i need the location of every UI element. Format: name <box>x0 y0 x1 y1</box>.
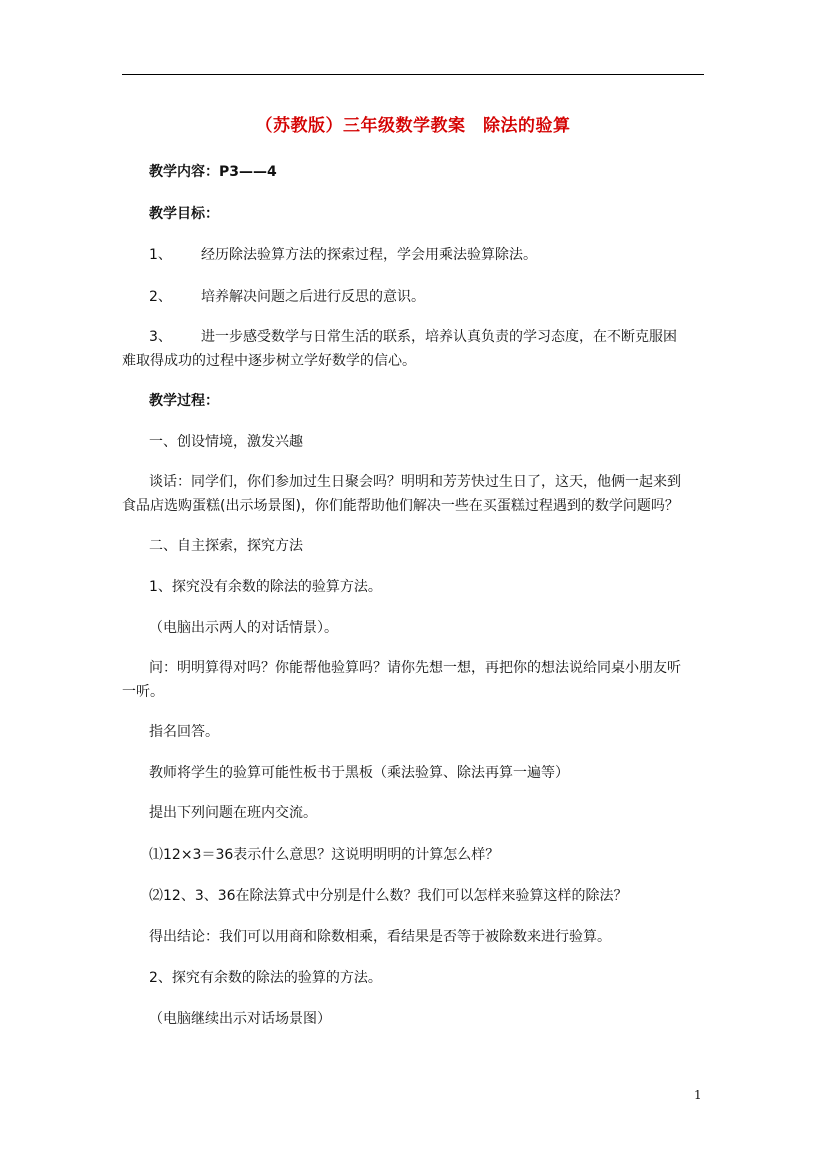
talk-paragraph-line2: 食品店选购蛋糕(出示场景图)，你们能帮助他们解决一些在买蛋糕过程遇到的数学问题吗？ <box>122 498 679 514</box>
content-heading: 教学内容：P3——4 <box>149 164 277 180</box>
goal-number: 3、 <box>149 329 172 345</box>
name-answer: 指名回答。 <box>149 724 219 740</box>
question-line1: 问：明明算得对吗？你能帮他验算吗？请你先想一想，再把你的想法说给同桌小朋友听 <box>149 660 681 676</box>
question-1: ⑴12×3＝36表示什么意思？这说明明明的计算怎么样？ <box>149 847 500 863</box>
process-heading: 教学过程： <box>149 393 219 409</box>
goals-heading: 教学目标： <box>149 206 219 222</box>
section1-heading: 一、创设情境，激发兴趣 <box>149 434 303 450</box>
question-2: ⑵12、3、36在除法算式中分别是什么数？我们可以怎样来验算这样的除法？ <box>149 888 628 904</box>
teacher-board: 教师将学生的验算可能性板书于黑板（乘法验算、除法再算一遍等） <box>149 765 569 781</box>
goal-text: 经历除法验算方法的探索过程，学会用乘法验算除法。 <box>201 247 537 263</box>
raise-questions: 提出下列问题在班内交流。 <box>149 805 317 821</box>
goal-number: 2、 <box>149 289 172 305</box>
header-rule <box>122 74 704 75</box>
section2-heading: 二、自主探索，探究方法 <box>149 538 303 554</box>
conclusion: 得出结论：我们可以用商和除数相乘，看结果是否等于被除数来进行验算。 <box>149 929 611 945</box>
goal-text: 进一步感受数学与日常生活的联系，培养认真负责的学习态度，在不断克服困 <box>201 329 677 345</box>
step1-text: 1、探究没有余数的除法的验算方法。 <box>149 579 382 595</box>
step2-note: （电脑继续出示对话场景图） <box>149 1011 331 1027</box>
page-number: 1 <box>694 1088 702 1102</box>
step2-text: 2、探究有余数的除法的验算的方法。 <box>149 970 382 986</box>
goal-text: 培养解决问题之后进行反思的意识。 <box>201 289 425 305</box>
question-line2: 一听。 <box>122 684 164 700</box>
step1-note: （电脑出示两人的对话情景）。 <box>149 620 338 636</box>
talk-paragraph-line1: 谈话：同学们，你们参加过生日聚会吗？明明和芳芳快过生日了，这天，他俩一起来到 <box>149 474 681 490</box>
goal-number: 1、 <box>149 247 172 263</box>
goal-item-3-continuation: 难取得成功的过程中逐步树立学好数学的信心。 <box>122 353 416 369</box>
document-title: （苏教版）三年级数学教案 除法的验算 <box>255 116 571 136</box>
